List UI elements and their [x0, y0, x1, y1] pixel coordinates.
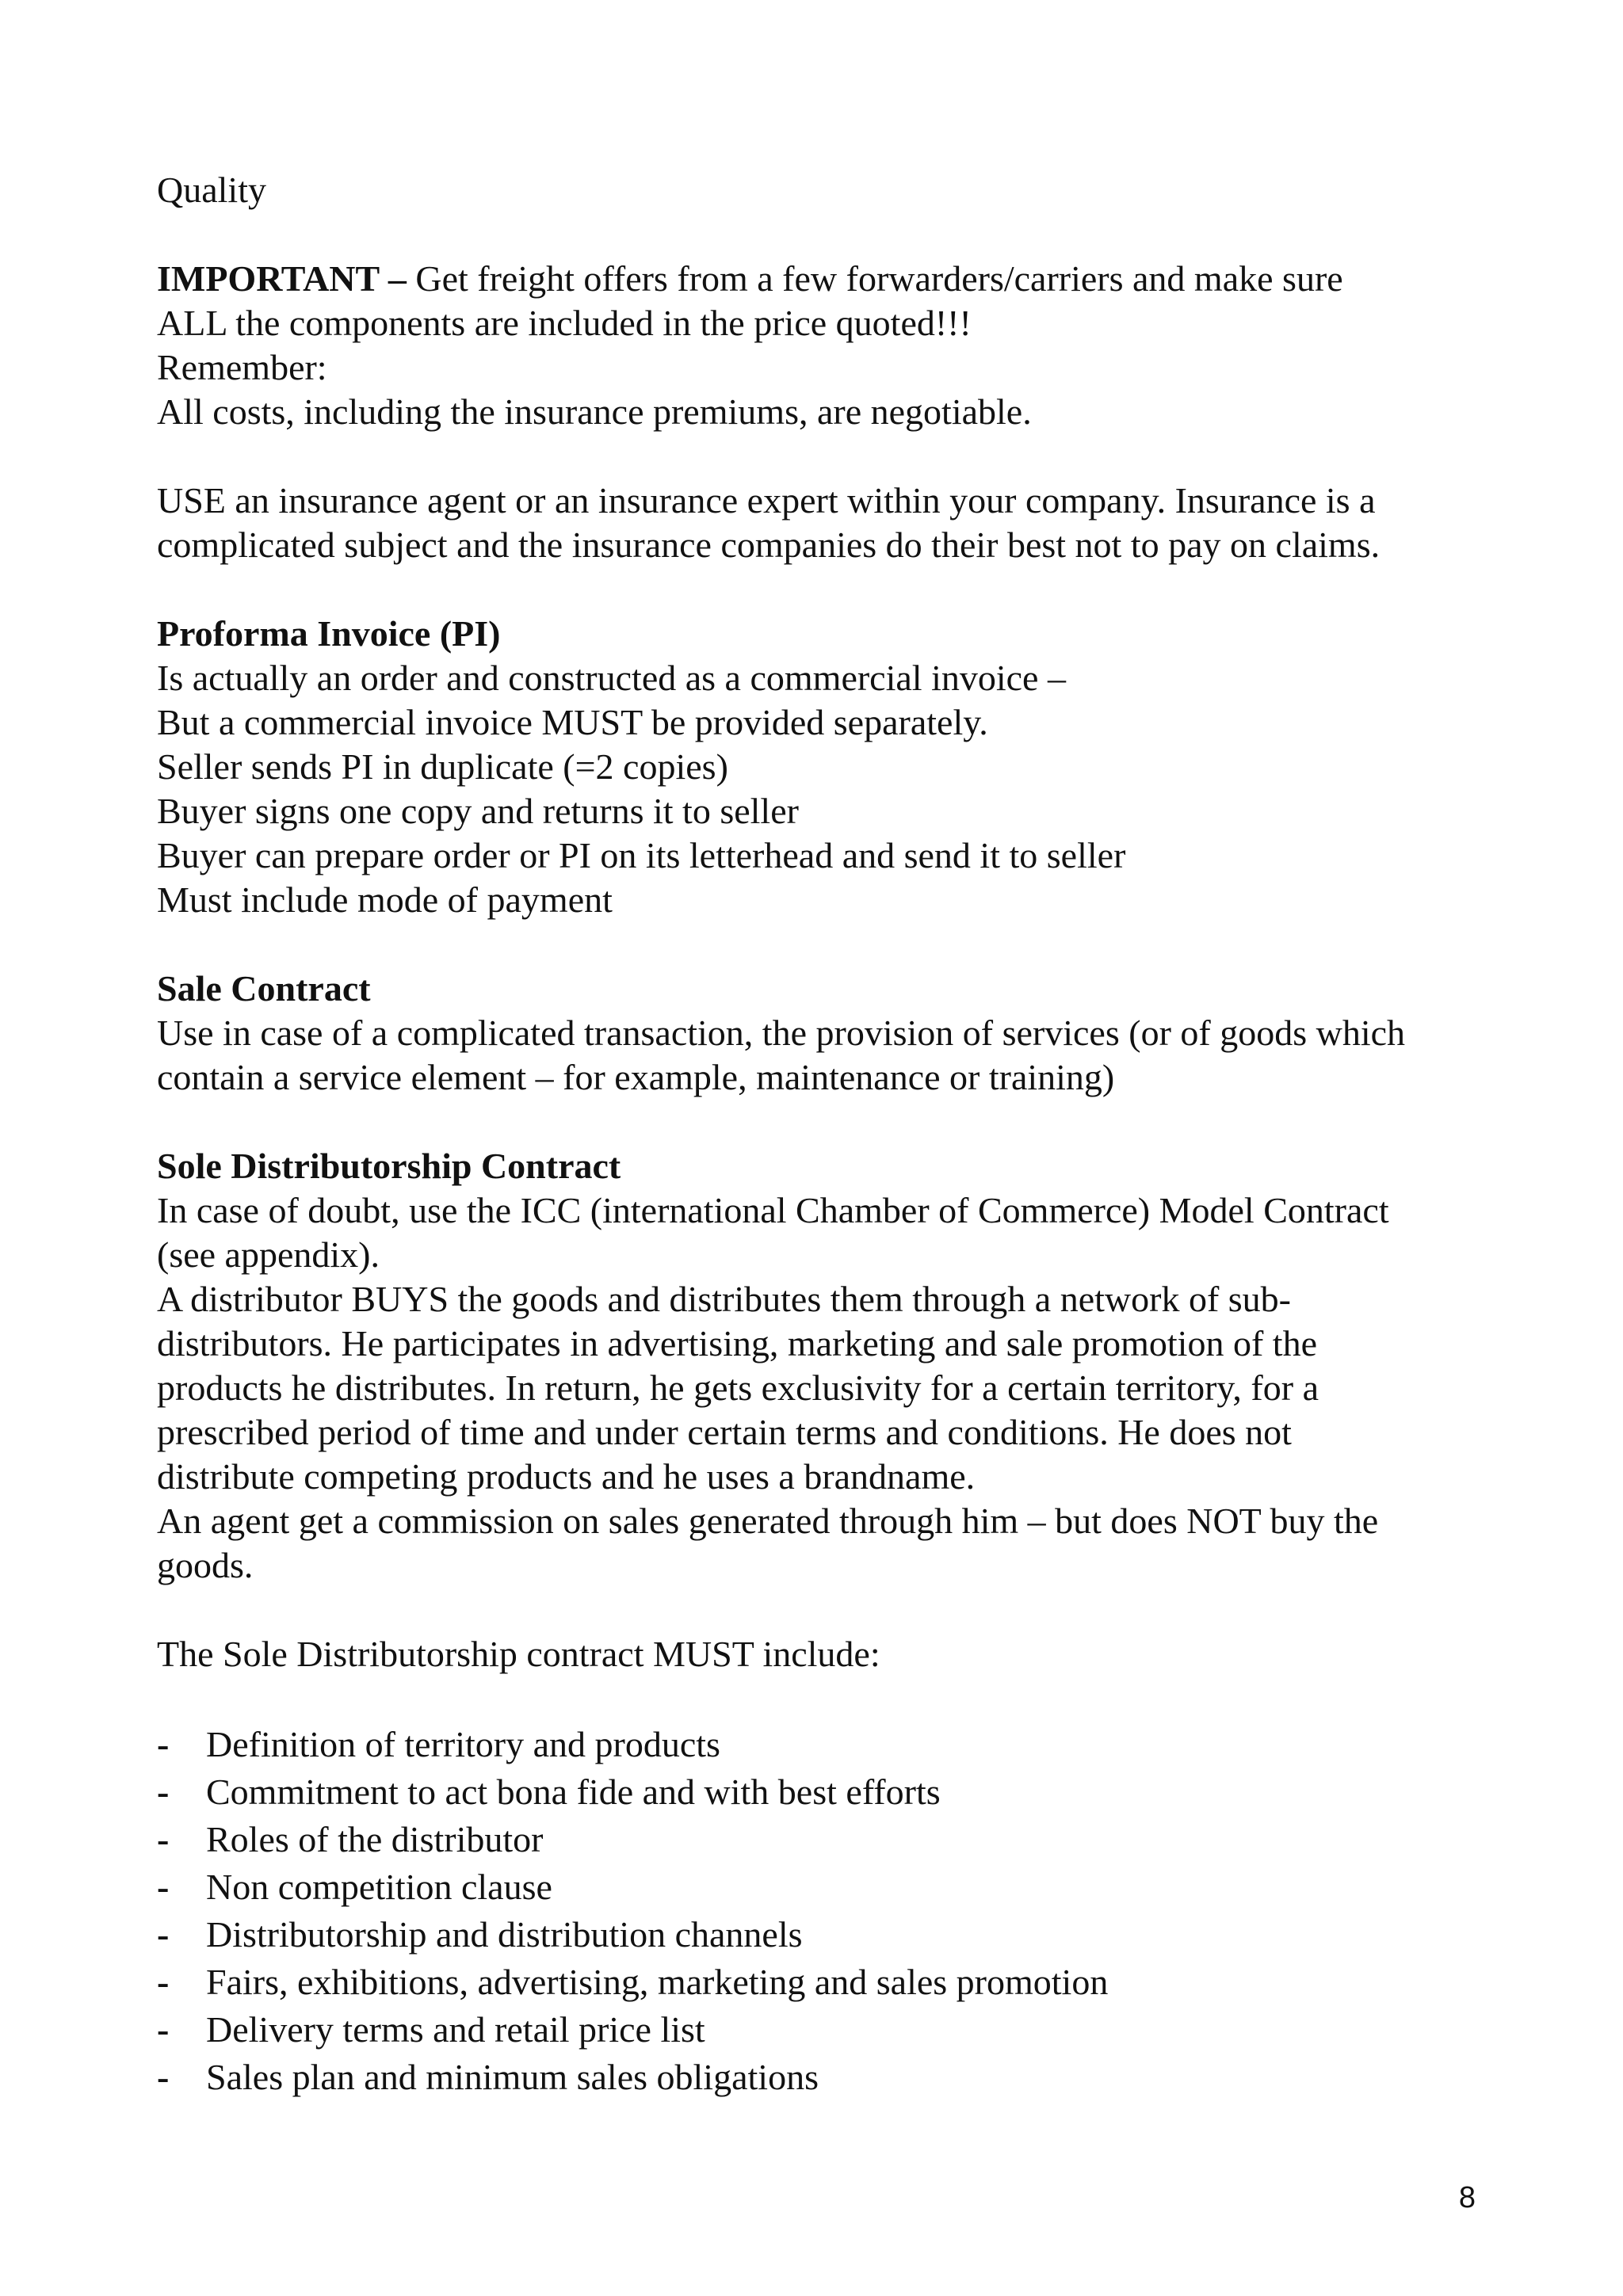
list-item-text: Definition of territory and products — [206, 1724, 720, 1764]
sole-distributorship-line: products he distributes. In return, he gets exclusivity for a certain territory, for a — [157, 1367, 1319, 1408]
proforma-line: Must include mode of payment — [157, 879, 613, 920]
quality-text: Quality — [157, 170, 266, 210]
proforma-heading: Proforma Invoice (PI) — [157, 613, 501, 654]
sale-contract-line: contain a service element – for example, maintenance or training) — [157, 1057, 1115, 1097]
list-item — [157, 1958, 1504, 2006]
dash-bullet: - — [157, 1914, 170, 1955]
proforma-line: Buyer can prepare order or PI on its letterhead and send it to seller — [157, 835, 1126, 875]
proforma-line: Is actually an order and constructed as a commercial invoice – — [157, 658, 1066, 698]
list-item — [157, 1911, 1504, 1958]
list-item-text: Delivery terms and retail price list — [206, 2009, 705, 2050]
list-item-text: Roles of the distributor — [206, 1819, 544, 1859]
sole-distributorship-line: In case of doubt, use the ICC (international Chamber of Commerce) Model Contract — [157, 1190, 1389, 1230]
sole-distributorship-line: A distributor BUYS the goods and distributes them through a network of sub- — [157, 1279, 1291, 1319]
must-include-text: The Sole Distributorship contract MUST include: — [157, 1634, 880, 1674]
list-item — [157, 1863, 1504, 1911]
list-item-text: Commitment to act bona fide and with best efforts — [206, 1772, 941, 1812]
sole-distributorship-line: An agent get a commission on sales generated through him – but does NOT buy the — [157, 1501, 1379, 1541]
important-text: Get freight offers from a few forwarders/carriers and make sure — [406, 258, 1343, 299]
proforma-line: But a commercial invoice MUST be provided separately. — [157, 702, 988, 742]
dash-bullet: - — [157, 1819, 170, 1859]
document-page — [157, 168, 1504, 2101]
list-item — [157, 2054, 1504, 2101]
list-item-text: Distributorship and distribution channels — [206, 1914, 803, 1955]
important-paragraph — [157, 257, 1504, 301]
page-number: 8 — [1458, 2181, 1476, 2214]
sole-distributorship-line: goods. — [157, 1545, 254, 1585]
dash-bullet: - — [157, 1724, 170, 1764]
list-item — [157, 1816, 1504, 1863]
dash-bullet: - — [157, 2057, 170, 2097]
list-item-text: Sales plan and minimum sales obligations — [206, 2057, 819, 2097]
insurance-line-1: USE an insurance agent or an insurance expert within your company. Insurance is a — [157, 480, 1376, 521]
list-item — [157, 1721, 1504, 1768]
proforma-line: Buyer signs one copy and returns it to seller — [157, 791, 799, 831]
list-item — [157, 1768, 1504, 1816]
list-item-text: Non competition clause — [206, 1867, 552, 1907]
list-item — [157, 2006, 1504, 2054]
must-include-list — [157, 1721, 1504, 2101]
sole-distributorship-line: distribute competing products and he uses a brandname. — [157, 1456, 976, 1497]
remember-text: Remember: — [157, 347, 327, 387]
sale-contract-heading: Sale Contract — [157, 968, 371, 1009]
list-item-text: Fairs, exhibitions, advertising, marketing and sales promotion — [206, 1962, 1109, 2002]
insurance-line-2: complicated subject and the insurance companies do their best not to pay on claims. — [157, 524, 1381, 565]
proforma-line: Seller sends PI in duplicate (=2 copies) — [157, 746, 728, 787]
sole-distributorship-line: distributors. He participates in advertising, marketing and sale promotion of the — [157, 1323, 1317, 1363]
important-label: IMPORTANT – — [157, 258, 407, 299]
sole-distributorship-heading: Sole Distributorship Contract — [157, 1146, 621, 1186]
important-line-2: ALL the components are included in the price quoted!!! — [157, 303, 972, 343]
sole-distributorship-line: prescribed period of time and under certain terms and conditions. He does not — [157, 1412, 1292, 1452]
dash-bullet: - — [157, 1772, 170, 1812]
dash-bullet: - — [157, 2009, 170, 2050]
sale-contract-line: Use in case of a complicated transaction, the provision of services (or of goods which — [157, 1013, 1406, 1053]
sole-distributorship-line: (see appendix). — [157, 1234, 380, 1275]
dash-bullet: - — [157, 1867, 170, 1907]
costs-text: All costs, including the insurance premiums, are negotiable. — [157, 391, 1032, 432]
dash-bullet: - — [157, 1962, 170, 2002]
